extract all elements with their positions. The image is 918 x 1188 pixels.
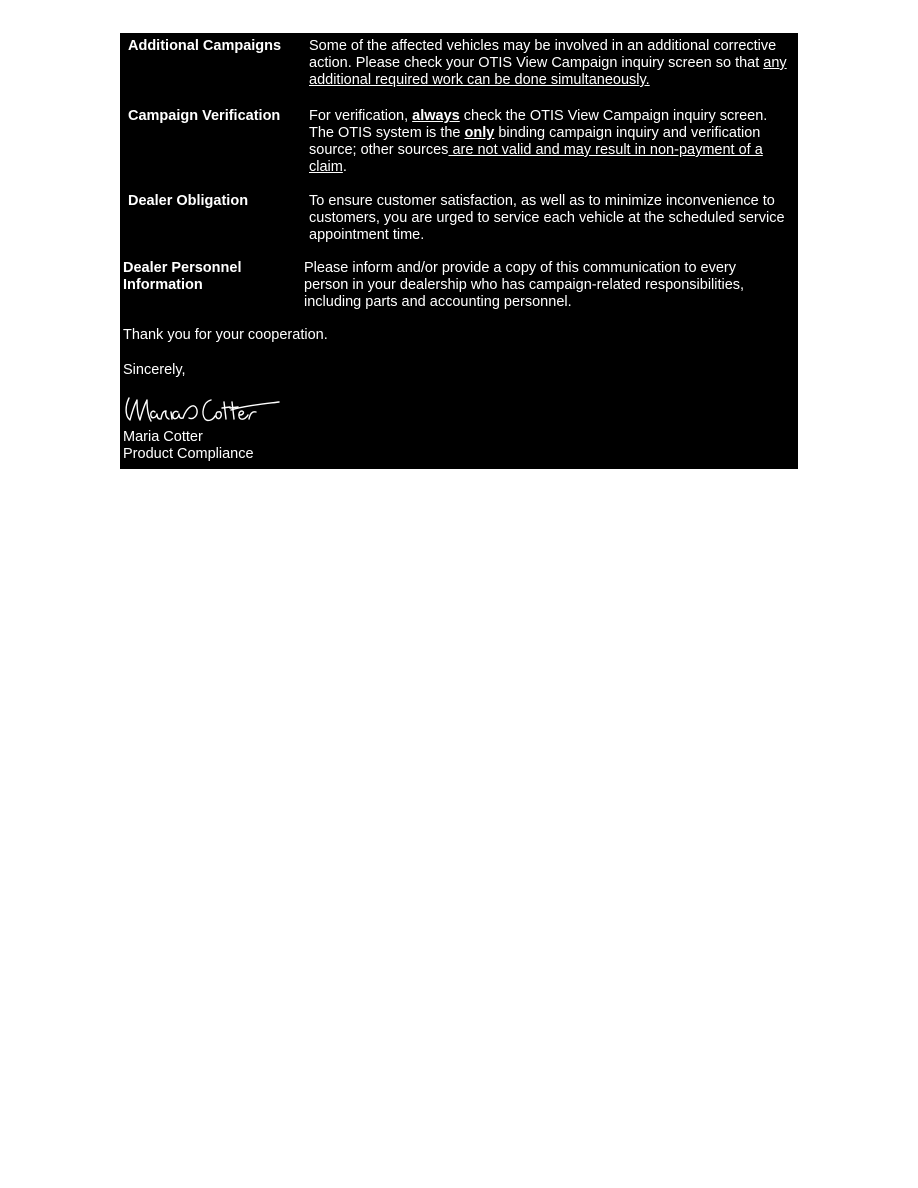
section-text: binding campaign inquiry and verification source; other sources [309, 125, 761, 158]
label-line: Information [123, 277, 203, 293]
section-body-campaign-verification [309, 108, 795, 176]
section-text-underlined: are not valid and may result in non-payment of a claim [309, 142, 763, 175]
section-label-additional-campaigns: Additional Campaigns [128, 38, 282, 54]
letter-panel [120, 33, 798, 469]
section-text-underlined: any additional required work can be done simultaneously. [309, 55, 787, 88]
section-label-campaign-verification: Campaign Verification [128, 108, 281, 124]
section-body-dealer-personnel: Please inform and/or provide a copy of this communication to every person in your dealership who has campaign-related responsibilities, including parts and accounting personnel. [304, 260, 745, 310]
emphasis-only: only [464, 125, 495, 141]
label-line: Dealer Personnel [123, 260, 242, 276]
signer-title: Product Compliance [123, 446, 254, 462]
signer-name: Maria Cotter [123, 429, 203, 445]
section-text: check the OTIS View Campaign inquiry screen. The OTIS system is the [309, 108, 768, 141]
section-body-additional-campaigns [309, 38, 795, 89]
thanks-line: Thank you for your cooperation. [123, 327, 328, 343]
sincerely-line: Sincerely, [123, 362, 186, 378]
section-label-dealer-personnel [123, 260, 241, 294]
section-body-dealer-obligation: To ensure customer satisfaction, as well as to minimize inconvenience to customers, you are urged to service each vehicle at the scheduled service appointment time. [309, 193, 785, 243]
section-text: Some of the affected vehicles may be involved in an additional corrective action. Please check your OTIS View Campaign inquiry screen so that [309, 38, 777, 71]
section-text: For verification, [309, 108, 413, 124]
section-text: . [342, 159, 347, 175]
section-label-dealer-obligation: Dealer Obligation [128, 193, 249, 209]
signature-image [123, 388, 283, 430]
emphasis-always: always [412, 108, 460, 124]
